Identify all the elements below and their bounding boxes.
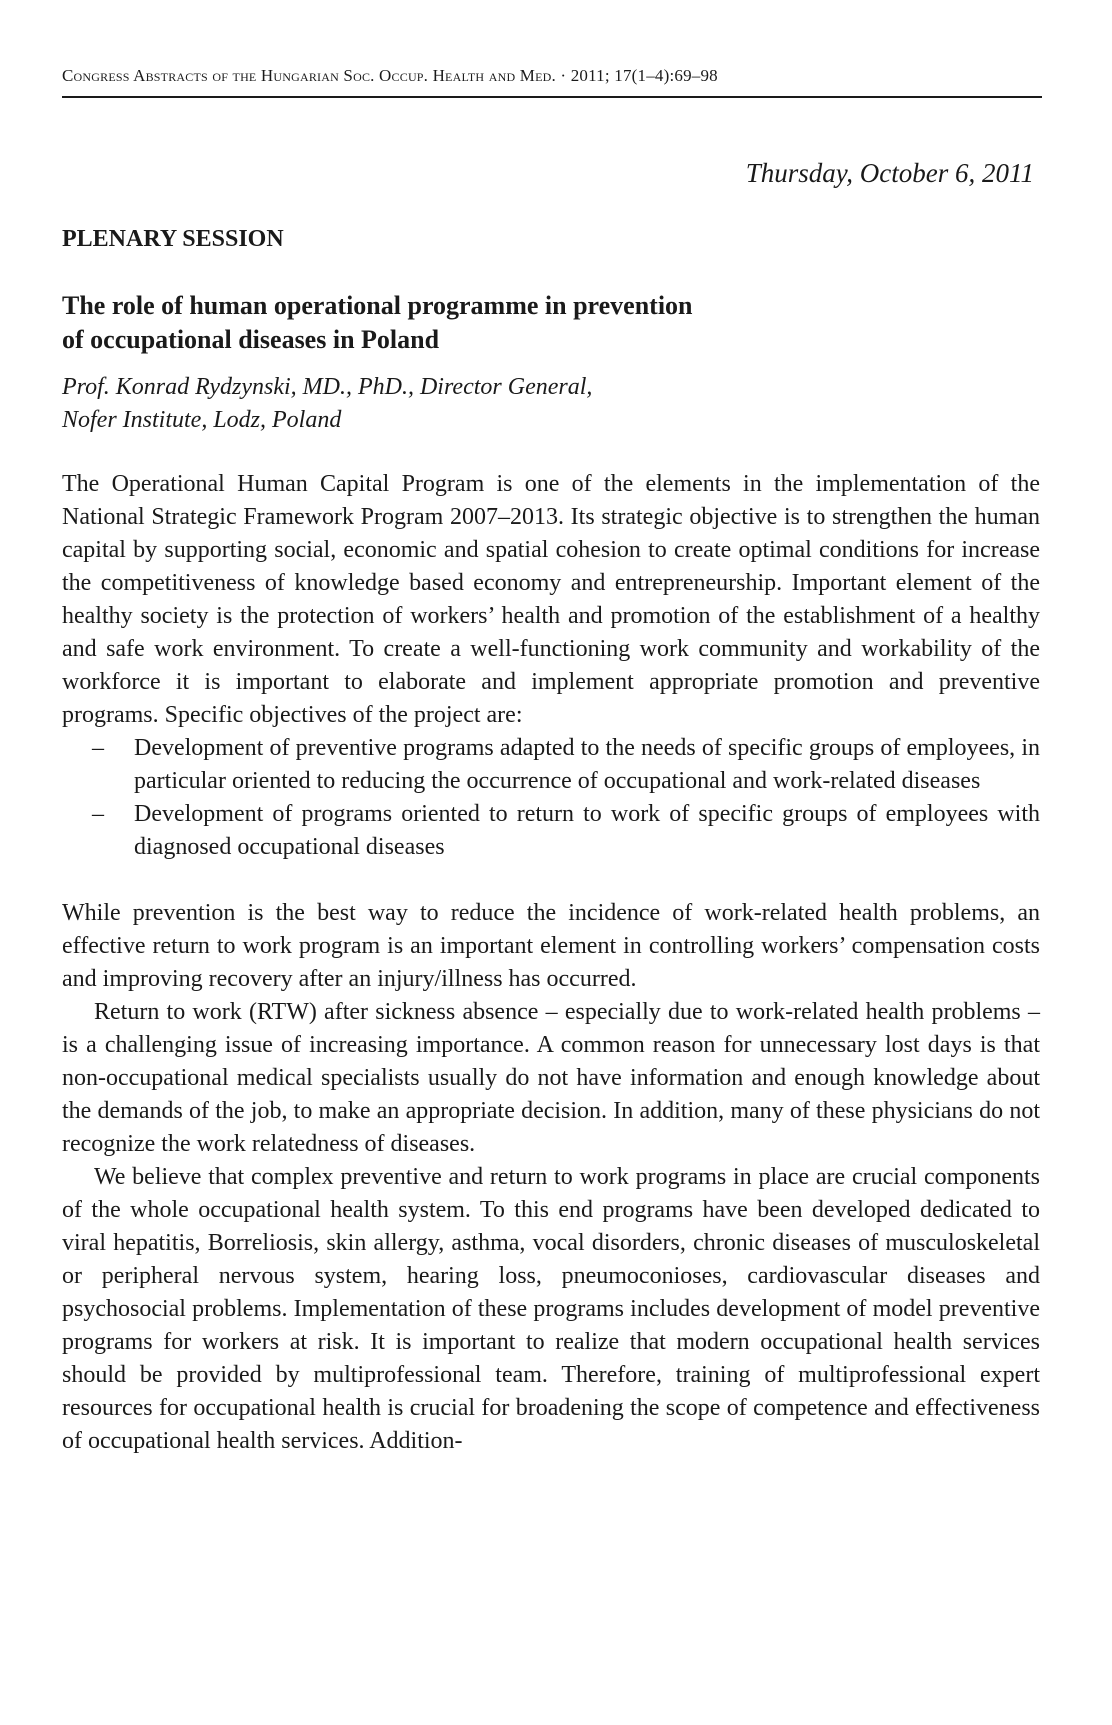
article-title-line-2: of occupational diseases in Poland	[62, 325, 440, 354]
abstract-body	[62, 468, 1040, 1458]
article-title	[62, 289, 962, 357]
author-affiliation	[62, 371, 962, 437]
objective-text-1: Development of preventive programs adapted to the needs of specific groups of employees, in particular oriented to reducing the occurrence of occupational and work-related diseases	[134, 735, 1040, 794]
body-paragraph-3: Return to work (RTW) after sickness absence – especially due to work-related health problems – is a challenging issue of increasing importance. A common reason for unnecessary lost days is that non-occupational medical specialists usually do not have information and enough knowledge about the demands of the job, to make an appropriate decision. In addition, many of these physicians do not recognize the work relatedness of diseases.	[62, 999, 1040, 1157]
session-heading: PLENARY SESSION	[62, 226, 284, 252]
running-head: Congress Abstracts of the Hungarian Soc. Occup. Health and Med. · 2011; 17(1–4):69–98	[62, 66, 718, 85]
body-paragraph-1: The Operational Human Capital Program is one of the elements in the implementation of the National Strategic Framework Program 2007–2013. Its strategic objective is to strengthen the human capital by supporting social, economic and spatial cohesion to create optimal conditions for increase the competitiveness of knowledge based economy and entrepreneurship. Important element of the healthy society is the protection of workers’ health and promotion of the establishment of a healthy and safe work environment. To create a well-functioning work community and workability of the workforce it is important to elaborate and implement appropriate promotion and preventive programs. Specific objectives of the project are:	[62, 471, 1040, 728]
session-date: Thursday, October 6, 2011	[745, 158, 1034, 188]
body-paragraph-2: While prevention is the best way to reduce the incidence of work-related health problems, an effective return to work program is an important element in controlling workers’ compensation costs and improving recovery after an injury/illness has occurred.	[62, 900, 1040, 992]
header-rule	[62, 96, 1042, 98]
list-dash: –	[92, 801, 104, 827]
article-title-line-1: The role of human operational programme in prevention	[62, 291, 693, 320]
objective-text-2: Development of programs oriented to return to work of specific groups of employees with diagnosed occupational diseases	[134, 801, 1040, 860]
paragraph-spacer	[62, 864, 1040, 897]
author-line-1: Prof. Konrad Rydzynski, MD., PhD., Director General,	[62, 374, 593, 400]
body-paragraph-4: We believe that complex preventive and return to work programs in place are crucial components of the whole occupational health system. To this end programs have been developed dedicated to viral hepatitis, Borreliosis, skin allergy, asthma, vocal disorders, chronic diseases of musculoskeletal or peripheral nervous system, hearing loss, pneumoconioses, cardiovascular diseases and psychosocial problems. Implementation of these programs includes development of model preventive programs for workers at risk. It is important to realize that modern occupational health services should be provided by multiprofessional team. Therefore, training of multiprofessional expert resources for occupational health is crucial for broadening the scope of competence and effectiveness of occupational health services. Addition-	[62, 1164, 1040, 1454]
objective-item-2	[92, 798, 1040, 864]
author-line-2: Nofer Institute, Lodz, Poland	[62, 407, 342, 433]
objectives-list	[62, 732, 1040, 864]
list-dash: –	[92, 735, 104, 761]
objective-item-1	[92, 732, 1040, 798]
